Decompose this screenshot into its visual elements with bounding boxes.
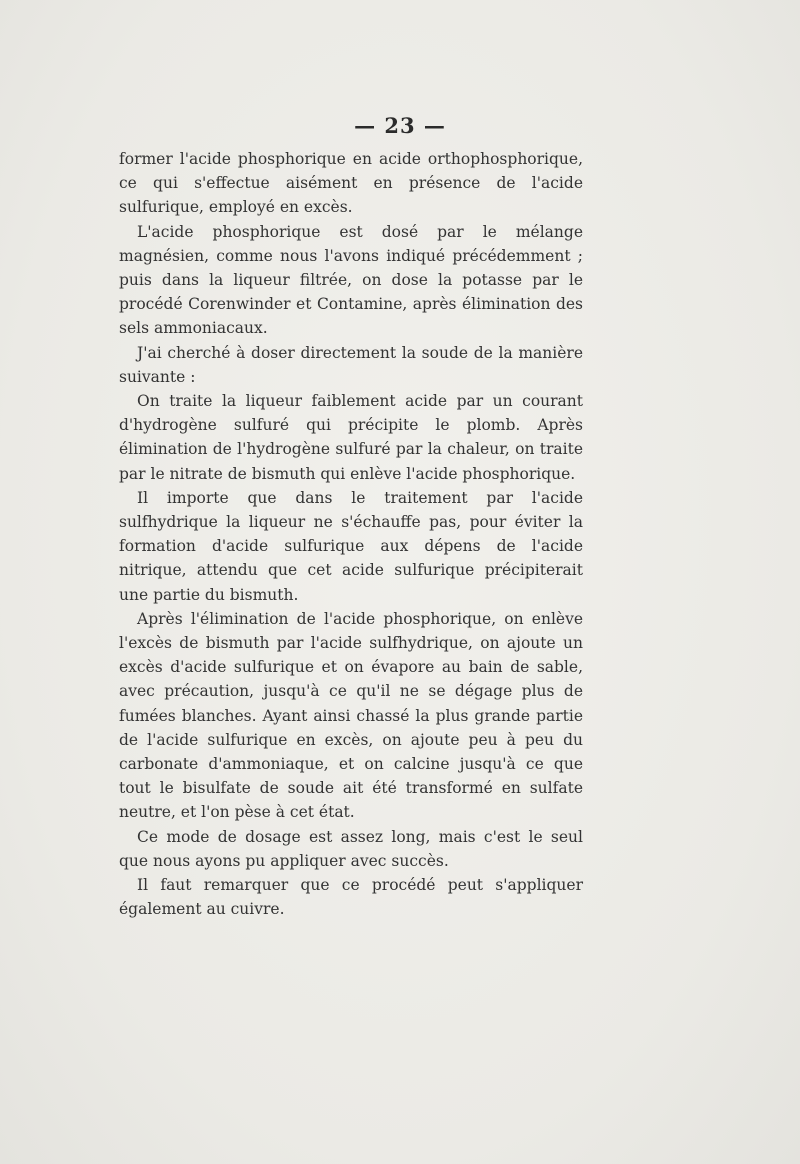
page-number: — 23 — — [354, 113, 446, 138]
paragraph: L'acide phosphorique est dosé par le mélange magnésien, comme nous l'avons indiqué précédemment ; puis dans la liqueur filtrée, on dose la potasse par le procédé Corenwinder et Contamine, après élimination des sels ammoniacaux. — [119, 222, 583, 338]
paragraph: J'ai cherché à doser directement la soude de la manière suivante : — [119, 343, 583, 386]
body-text — [119, 147, 583, 922]
paragraph: Il faut remarquer que ce procédé peut s'appliquer également au cuivre. — [119, 876, 583, 919]
paragraph: Après l'élimination de l'acide phosphorique, on enlève l'excès de bismuth par l'acide sulfhydrique, on ajoute un excès d'acide sulfurique et on évapore au bain de sable, avec précaution, jusqu'à ce qu'il ne se dégage plus de fumées blanches. Ayant ainsi chassé la plus grande partie de l'acide sulfurique en excès, on ajoute peu à peu du carbonate d'ammoniaque, et on calcine jusqu'à ce que tout le bisulfate de soude ait été transformé en sulfate neutre, et l'on pèse à cet état. — [119, 609, 583, 822]
paragraph: former l'acide phosphorique en acide orthophosphorique, ce qui s'effectue aisément en présence de l'acide sulfurique, employé en excès. — [119, 150, 583, 217]
paragraph: Ce mode de dosage est assez long, mais c'est le seul que nous ayons pu appliquer avec succès. — [119, 827, 583, 870]
paragraph: Il importe que dans le traitement par l'acide sulfhydrique la liqueur ne s'échauffe pas, pour éviter la formation d'acide sulfurique aux dépens de l'acide nitrique, attendu que cet acide sulfurique précipiterait une partie du bismuth. — [119, 488, 583, 604]
paragraph: On traite la liqueur faiblement acide par un courant d'hydrogène sulfuré qui précipite le plomb. Après élimination de l'hydrogène sulfuré par la chaleur, on traite par le nitrate de bismuth qui enlève l'acide phosphorique. — [119, 392, 583, 483]
